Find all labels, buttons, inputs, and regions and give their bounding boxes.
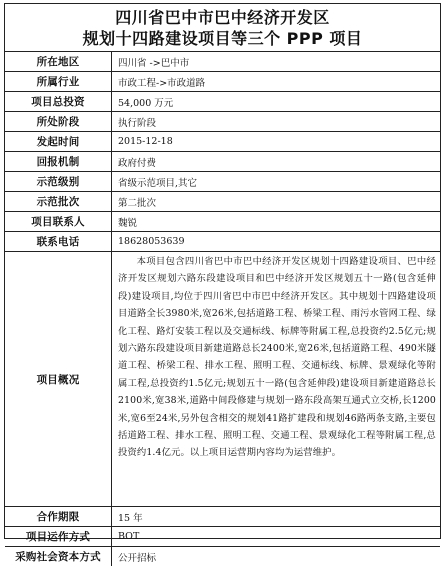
row-contact-phone	[5, 232, 440, 252]
return-mechanism-label: 回报机制	[5, 152, 112, 172]
row-launch-date	[5, 132, 440, 152]
row-return-mechanism	[5, 152, 440, 172]
title-line-1: 四川省巴中市巴中经济开发区	[115, 7, 330, 28]
launch-date-label: 发起时间	[5, 132, 112, 152]
region-value: 四川省 ->巴中市	[112, 52, 441, 72]
row-demo-level	[5, 172, 440, 192]
stage-label: 所处阶段	[5, 112, 112, 132]
total-investment-value: 54,000 万元	[112, 92, 441, 112]
project-info-card	[4, 3, 441, 539]
row-demo-batch	[5, 192, 440, 212]
stage-value: 执行阶段	[112, 112, 441, 132]
document-title	[5, 4, 440, 52]
launch-date-value: 2015-12-18	[112, 132, 441, 152]
title-line-2: 规划十四路建设项目等三个 PPP 项目	[83, 28, 363, 49]
return-mechanism-value: 政府付费	[112, 152, 441, 172]
procurement-method-value: 公开招标	[112, 547, 441, 566]
row-region	[5, 52, 440, 72]
demo-batch-value: 第二批次	[112, 192, 441, 212]
operation-mode-label: 项目运作方式	[5, 527, 112, 547]
overview-label: 项目概况	[5, 252, 112, 507]
demo-level-value: 省级示范项目,其它	[112, 172, 441, 192]
demo-level-label: 示范级别	[5, 172, 112, 192]
row-operation-mode	[5, 527, 440, 547]
row-industry	[5, 72, 440, 92]
industry-label: 所属行业	[5, 72, 112, 92]
cooperation-term-label: 合作期限	[5, 507, 112, 527]
contact-phone-label: 联系电话	[5, 232, 112, 252]
region-label: 所在地区	[5, 52, 112, 72]
cooperation-term-value: 15 年	[112, 507, 441, 527]
project-info-table	[5, 52, 440, 566]
total-investment-label: 项目总投资	[5, 92, 112, 112]
row-total-investment	[5, 92, 440, 112]
row-contact-person	[5, 212, 440, 232]
row-overview	[5, 252, 440, 507]
row-cooperation-term	[5, 507, 440, 527]
contact-person-label: 项目联系人	[5, 212, 112, 232]
row-procurement-method	[5, 547, 440, 566]
demo-batch-label: 示范批次	[5, 192, 112, 212]
industry-value: 市政工程->市政道路	[112, 72, 441, 92]
contact-person-value: 魏锐	[112, 212, 441, 232]
row-stage	[5, 112, 440, 132]
procurement-method-label: 采购社会资本方式	[5, 547, 112, 566]
operation-mode-value: BOT	[112, 527, 441, 547]
contact-phone-value: 18628053639	[112, 232, 441, 252]
overview-text: 本项目包含四川省巴中市巴中经济开发区规划十四路建设项目、巴中经济开发区规划六路东段建设项目和巴中经济开发区规划五十一路(包含延伸段)建设项目,均位于四川省巴中市巴中经济开发区。其中规划十四路建设项目道路全长3980米,宽26米,包括道路工程、桥梁工程、雨污水管网工程、绿化工程、路灯安装工程以及交通标线、标牌等附属工程,总投资约2.5亿元;规划六路东段建设项目新建道路总长2400米,宽26米,包括道路工程、490米隧道工程、桥梁工程、排水工程、照明工程、交通标线、标牌、景观绿化等附属工程,总投资约1.5亿元;规划五十一路(包含延伸段)建设项目新建道路总长2100米,宽38米,道路中间段修建与规划一路东段高架互通式立交桥,长1200米,宽6至24米,另外包含相交的规划41路扩建段和规划46路两条支路,主要包括道路工程、排水工程、照明工程、交通工程、景观绿化工程等附属工程,总投资约1.4亿元。以上项目运营期内容均为运营维护。	[112, 252, 441, 507]
